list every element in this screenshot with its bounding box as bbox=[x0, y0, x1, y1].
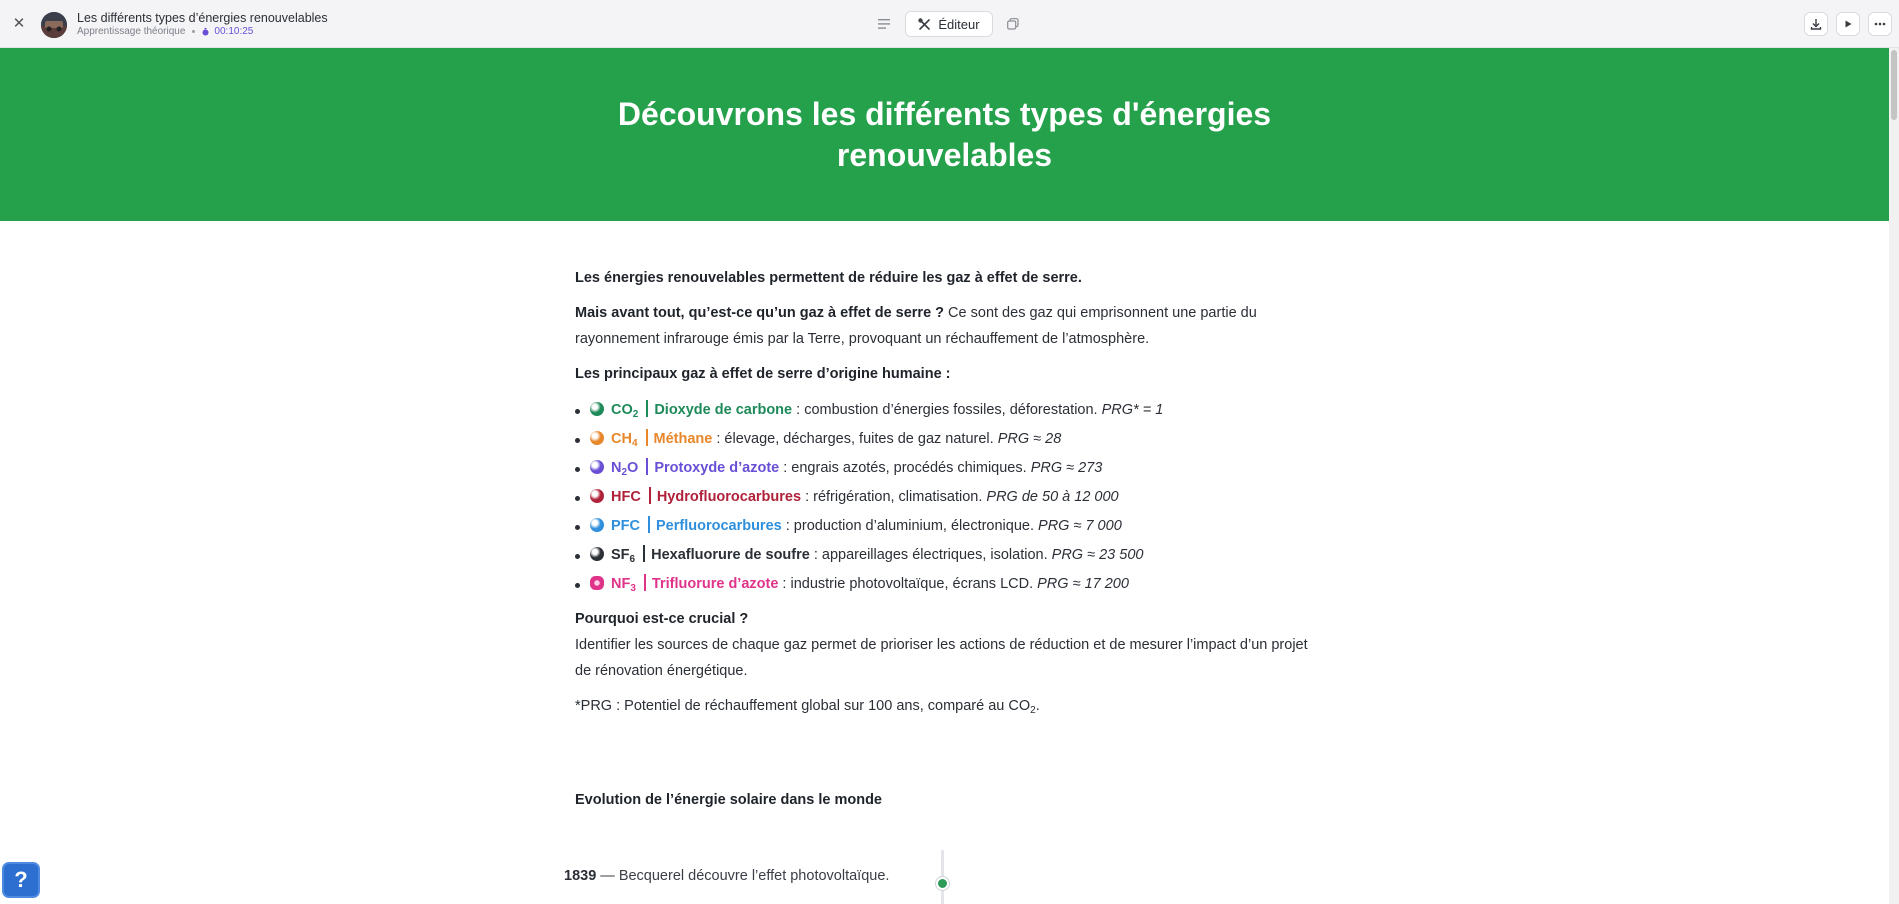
gas-list-item bbox=[575, 541, 1315, 570]
hero-banner bbox=[0, 48, 1889, 221]
gas-formula-base: SF bbox=[611, 547, 630, 563]
globe-icon bbox=[590, 518, 604, 532]
gas-description: : élevage, décharges, fuites de gaz naturel. bbox=[712, 431, 998, 447]
crucial-text: Identifier les sources de chaque gaz permet de prioriser les actions de réduction et de mesurer l’impact d’un projet de rénovation énergétique. bbox=[575, 637, 1308, 679]
gas-prg: PRG ≈ 7 000 bbox=[1038, 518, 1122, 534]
top-bar bbox=[0, 0, 1899, 48]
gas-prg: PRG ≈ 28 bbox=[997, 431, 1062, 447]
gas-list-item bbox=[575, 454, 1315, 483]
duplicate-icon[interactable] bbox=[1003, 14, 1023, 34]
list-heading-text: Les principaux gaz à effet de serre d’origine humaine : bbox=[575, 366, 951, 382]
gas-formula bbox=[611, 431, 638, 447]
gas-formula bbox=[611, 518, 640, 534]
globe-icon bbox=[590, 547, 604, 561]
gas-formula-base: NF bbox=[611, 576, 631, 592]
gas-list-item bbox=[575, 483, 1315, 512]
page-title: Découvrons les différents types d'énergies renouvelables bbox=[617, 95, 1272, 173]
separator-bar bbox=[649, 487, 651, 504]
help-button[interactable] bbox=[2, 862, 40, 898]
gas-name: Dioxyde de carbone bbox=[654, 402, 793, 418]
gas-description: : combustion d’énergies fossiles, déforestation. bbox=[792, 402, 1102, 418]
download-button[interactable] bbox=[1804, 12, 1828, 36]
gas-prg: PRG ≈ 273 bbox=[1030, 460, 1103, 476]
help-icon: ? bbox=[14, 867, 28, 892]
separator-bar bbox=[643, 545, 645, 562]
scrollbar-thumb[interactable] bbox=[1891, 50, 1897, 120]
gas-formula-sub: 6 bbox=[629, 554, 636, 565]
gas-formula-sub: 4 bbox=[631, 438, 638, 449]
gas-list bbox=[575, 396, 1315, 599]
play-icon bbox=[1843, 19, 1853, 29]
intro-text: Les énergies renouvelables permettent de réduire les gaz à effet de serre. bbox=[575, 270, 1082, 286]
play-button[interactable] bbox=[1836, 12, 1860, 36]
globe-icon bbox=[590, 431, 604, 445]
gas-description: : réfrigération, climatisation. bbox=[801, 489, 987, 505]
gas-name: Méthane bbox=[653, 431, 713, 447]
gas-formula-base: PFC bbox=[611, 518, 640, 534]
gas-prg: PRG* = 1 bbox=[1101, 402, 1164, 418]
gas-name: Hexafluorure de soufre bbox=[651, 547, 810, 563]
solar-section-heading: Evolution de l’énergie solaire dans le monde bbox=[575, 792, 882, 808]
main-content bbox=[575, 265, 1315, 728]
course-type: Apprentissage théorique bbox=[77, 26, 186, 37]
more-button[interactable] bbox=[1868, 12, 1892, 36]
gas-formula-base: CO bbox=[611, 402, 633, 418]
gas-name: Trifluorure d’azote bbox=[651, 576, 779, 592]
gas-name: Protoxyde d’azote bbox=[654, 460, 780, 476]
gas-description: : production d’aluminium, électronique. bbox=[781, 518, 1039, 534]
footnote-end: . bbox=[1035, 698, 1040, 714]
course-thumbnail bbox=[41, 12, 67, 38]
download-icon bbox=[1810, 18, 1822, 30]
question-text: Mais avant tout, qu’est-ce qu’un gaz à effet de serre ? bbox=[575, 305, 945, 321]
timeline-year: 1839 bbox=[564, 868, 597, 884]
gas-list-item bbox=[575, 425, 1315, 454]
gas-formula-sub: 2 bbox=[621, 467, 628, 478]
gas-formula bbox=[611, 576, 636, 592]
gas-list-item bbox=[575, 570, 1315, 599]
flower-icon bbox=[590, 576, 604, 590]
separator-dot bbox=[192, 30, 195, 33]
gas-formula-base: HFC bbox=[611, 489, 641, 505]
editor-label: Éditeur bbox=[938, 16, 980, 32]
separator-bar bbox=[646, 429, 648, 446]
outline-icon[interactable] bbox=[874, 14, 894, 34]
separator-bar bbox=[646, 400, 648, 417]
gas-formula bbox=[611, 489, 641, 505]
course-subtitle bbox=[77, 26, 253, 37]
globe-icon bbox=[590, 489, 604, 503]
gas-formula-sub: 2 bbox=[632, 409, 639, 420]
gas-name: Perfluorocarbures bbox=[656, 518, 782, 534]
gas-name: Hydrofluorocarbures bbox=[656, 489, 802, 505]
globe-icon bbox=[590, 460, 604, 474]
close-icon[interactable]: ✕ bbox=[12, 15, 26, 32]
gas-formula bbox=[611, 402, 638, 418]
timer-value: 00:10:25 bbox=[214, 26, 254, 37]
gas-prg: PRG ≈ 17 200 bbox=[1037, 576, 1129, 592]
definition-paragraph bbox=[575, 300, 1315, 352]
crucial-heading: Pourquoi est-ce crucial ? bbox=[575, 611, 749, 627]
footnote bbox=[575, 693, 1315, 719]
gas-list-item bbox=[575, 396, 1315, 425]
gas-prg: PRG ≈ 23 500 bbox=[1051, 547, 1144, 563]
footnote-text: *PRG : Potentiel de réchauffement global sur 100 ans, comparé au CO bbox=[575, 698, 1031, 714]
gas-description: : industrie photovoltaïque, écrans LCD. bbox=[778, 576, 1038, 592]
gas-formula-base: CH bbox=[611, 431, 632, 447]
timer-icon bbox=[202, 28, 209, 36]
course-title: Les différents types d’énergies renouvelables bbox=[77, 11, 328, 25]
timer bbox=[202, 26, 253, 37]
list-heading bbox=[575, 361, 1315, 387]
separator-bar bbox=[646, 458, 648, 475]
gas-formula-suffix: O bbox=[627, 460, 639, 476]
gas-formula bbox=[611, 547, 635, 563]
gas-formula-sub: 3 bbox=[630, 583, 636, 594]
tools-icon bbox=[918, 18, 931, 31]
timeline-entry bbox=[564, 868, 889, 884]
intro-paragraph bbox=[575, 265, 1315, 291]
separator-bar bbox=[644, 574, 646, 591]
crucial-paragraph bbox=[575, 606, 1315, 684]
gas-description: : engrais azotés, procédés chimiques. bbox=[779, 460, 1031, 476]
separator-bar bbox=[648, 516, 650, 533]
timeline-text: — Becquerel découvre l’effet photovoltaïque. bbox=[596, 868, 890, 884]
gas-formula-base: N bbox=[611, 460, 622, 476]
gas-formula bbox=[611, 460, 638, 476]
footnote-sub: 2 bbox=[1030, 705, 1036, 716]
timeline-dot[interactable] bbox=[936, 877, 949, 890]
gas-prg: PRG de 50 à 12 000 bbox=[986, 489, 1119, 505]
more-icon bbox=[1874, 22, 1886, 26]
editor-button[interactable] bbox=[905, 11, 993, 37]
definition-text: Ce sont des gaz qui emprisonnent une partie du rayonnement infrarouge émis par la Terre, provoquant un réchauffement de l’atmosphère. bbox=[575, 305, 1257, 347]
gas-list-item bbox=[575, 512, 1315, 541]
globe-icon bbox=[590, 402, 604, 416]
scrollbar-track[interactable] bbox=[1889, 48, 1899, 904]
gas-description: : appareillages électriques, isolation. bbox=[809, 547, 1052, 563]
